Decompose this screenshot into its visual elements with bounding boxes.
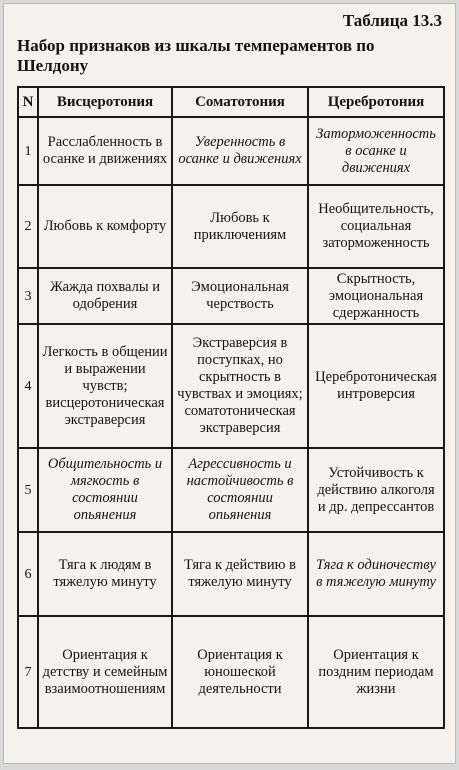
cell-viscerotonia: Ориентация к детству и семейным взаимоотношениям bbox=[38, 616, 172, 728]
cell-cerebrotonia: Скрытность, эмоциональная сдержанность bbox=[308, 268, 444, 324]
cell-viscerotonia: Любовь к комфорту bbox=[38, 185, 172, 268]
cell-cerebrotonia: Заторможенность в осанке и движениях bbox=[308, 117, 444, 185]
table-row bbox=[18, 448, 444, 532]
row-number: 5 bbox=[18, 448, 38, 532]
header-somatotonia: Соматотония bbox=[172, 87, 308, 117]
table-row bbox=[18, 532, 444, 616]
cell-cerebrotonia: Ориентация к поздним периодам жизни bbox=[308, 616, 444, 728]
cell-somatotonia: Агрессивность и настойчивость в состоянии опьянения bbox=[172, 448, 308, 532]
table-row bbox=[18, 185, 444, 268]
table-row bbox=[18, 616, 444, 728]
cell-somatotonia: Экстраверсия в поступках, но скрытность в чувствах и эмоциях; соматотоническая экстраверсия bbox=[172, 324, 308, 448]
header-cerebrotonia: Церебротония bbox=[308, 87, 444, 117]
row-number: 7 bbox=[18, 616, 38, 728]
row-number: 3 bbox=[18, 268, 38, 324]
table-row bbox=[18, 268, 444, 324]
cell-cerebrotonia: Необщительность, социальная заторможенность bbox=[308, 185, 444, 268]
row-number: 2 bbox=[18, 185, 38, 268]
cell-somatotonia: Тяга к действию в тяжелую минуту bbox=[172, 532, 308, 616]
table-title: Набор признаков из шкалы темпераментов по Шелдону bbox=[17, 36, 375, 75]
cell-viscerotonia: Тяга к людям в тяжелую минуту bbox=[38, 532, 172, 616]
table-header-row bbox=[18, 87, 444, 117]
cell-cerebrotonia: Тяга к одиночеству в тяжелую минуту bbox=[308, 532, 444, 616]
cell-viscerotonia: Жажда похвалы и одобрения bbox=[38, 268, 172, 324]
cell-somatotonia: Ориентация к юношеской деятельности bbox=[172, 616, 308, 728]
cell-cerebrotonia: Церебротоническая интроверсия bbox=[308, 324, 444, 448]
cell-somatotonia: Уверенность в осанке и движениях bbox=[172, 117, 308, 185]
book-page bbox=[3, 3, 456, 764]
cell-somatotonia: Эмоциональная черствость bbox=[172, 268, 308, 324]
cell-somatotonia: Любовь к приключениям bbox=[172, 185, 308, 268]
cell-cerebrotonia: Устойчивость к действию алкоголя и др. депрессантов bbox=[308, 448, 444, 532]
row-number: 6 bbox=[18, 532, 38, 616]
sheldon-temperament-table bbox=[17, 86, 445, 729]
cell-viscerotonia: Легкость в общении и выражении чувств; висцеротоническая экстраверсия bbox=[38, 324, 172, 448]
header-viscerotonia: Висцеротония bbox=[38, 87, 172, 117]
table-row bbox=[18, 117, 444, 185]
table-row bbox=[18, 324, 444, 448]
cell-viscerotonia: Общительность и мягкость в состоянии опьянения bbox=[38, 448, 172, 532]
row-number: 1 bbox=[18, 117, 38, 185]
header-number: N bbox=[18, 87, 38, 117]
cell-viscerotonia: Расслабленность в осанке и движениях bbox=[38, 117, 172, 185]
row-number: 4 bbox=[18, 324, 38, 448]
table-number: Таблица 13.3 bbox=[342, 11, 442, 30]
